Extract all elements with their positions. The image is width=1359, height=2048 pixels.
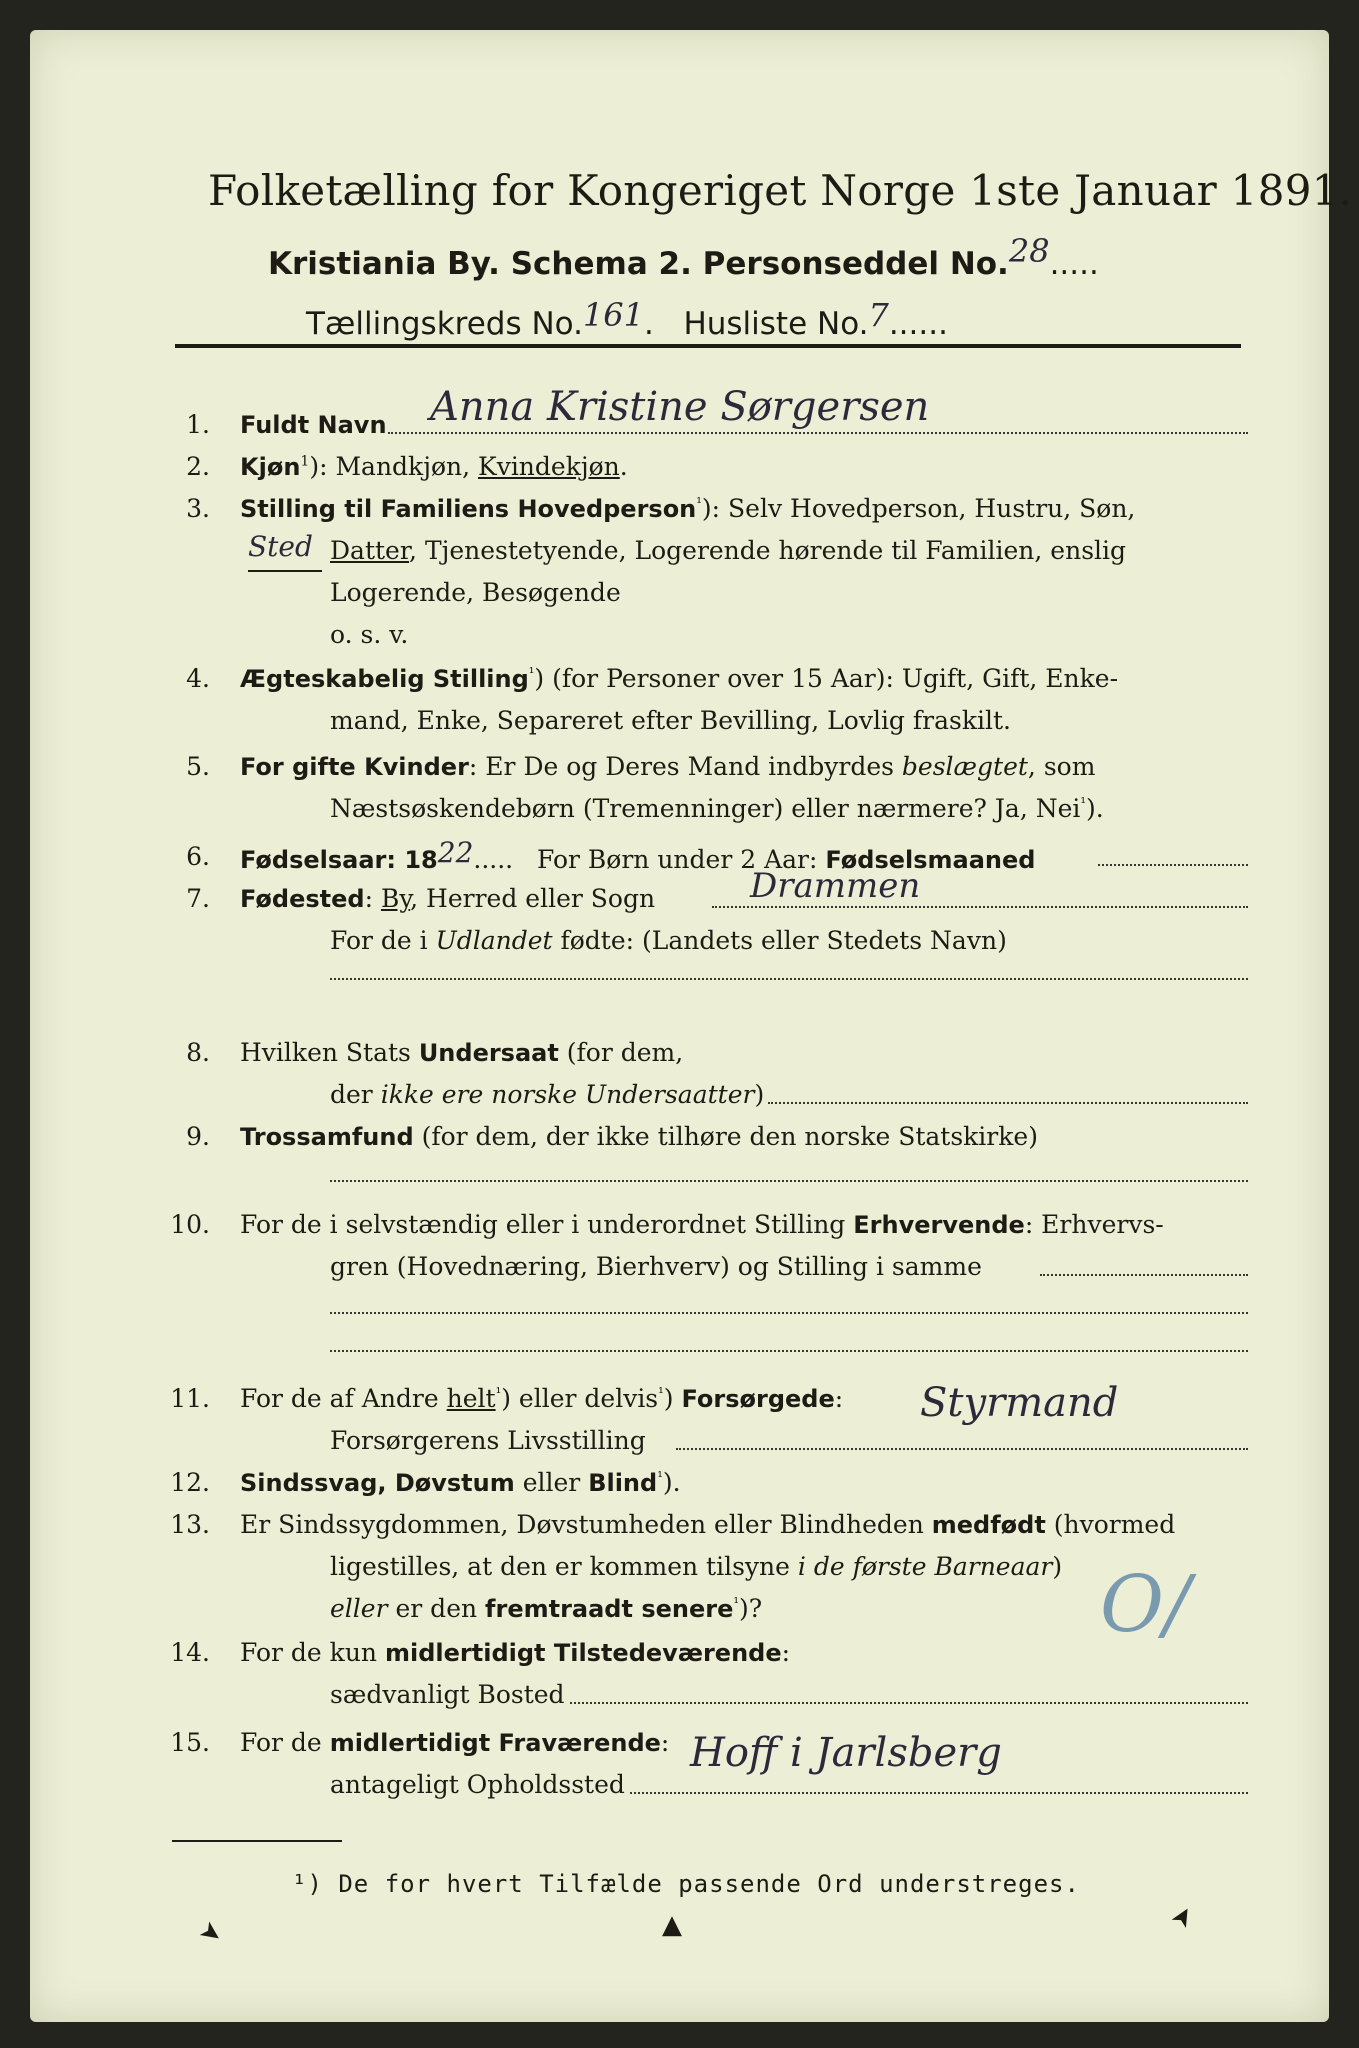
q1-label: Fuldt Navn [240, 411, 387, 439]
husliste-label: Husliste No. [683, 306, 869, 342]
q3-number: 3. [186, 494, 210, 523]
q15-line2: antageligt Opholdssted [330, 1770, 625, 1799]
form-title: Folketælling for Kongeriget Norge 1ste Januar 1891. [208, 166, 1353, 215]
q7-selected-by: By [380, 884, 411, 913]
q11-provider-answer: Styrmand [920, 1380, 1119, 1426]
q15-number: 15. [170, 1728, 210, 1757]
corner-mark-center: ▲ [662, 1910, 682, 1940]
schema-text: Kristiania By. Schema 2. Personseddel No. [268, 246, 1009, 282]
corner-mark-right: ➤ [1164, 1900, 1202, 1934]
q1-answer-name: Anna Kristine Sørgersen [430, 384, 930, 430]
q10-text: For de i selvstændig eller i underordnet Stilling Erhvervende: Erhvervs- [240, 1210, 1164, 1239]
q13-handwritten-mark: O/ [1100, 1560, 1191, 1650]
q8-text: Hvilken Stats Undersaat (for dem, [240, 1038, 684, 1067]
q7-number: 7. [186, 884, 210, 913]
q11-text: For de af Andre helt$^{^1}$) eller delvis$^{^1}$) Forsørgede: [240, 1384, 844, 1413]
q8-line2: der ikke ere norske Undersaatter) [330, 1080, 765, 1109]
q3-line2: Datter, Tjenestetyende, Logerende hørende til Familien, enslig [330, 536, 1127, 565]
q3-text: Stilling til Familiens Hovedperson$^{^1}$): Selv Hovedperson, Hustru, Søn, [240, 494, 1136, 523]
q7-text: Fødested: By, Herred eller Sogn [240, 884, 656, 913]
q11-number: 11. [170, 1384, 210, 1413]
census-form-page [30, 30, 1353, 2022]
q4-number: 4. [186, 664, 210, 693]
q2-number: 2. [186, 452, 210, 481]
q12-number: 12. [170, 1468, 210, 1497]
q11-selected-helt: helt [446, 1384, 496, 1413]
q1-number: 1. [186, 410, 210, 439]
q5-line2: Næstsøskendebørn (Tremenninger) eller nærmere? Ja, Nei$^{^1}$). [330, 794, 1104, 823]
q5-number: 5. [186, 752, 210, 781]
q3-line3: Logerende, Besøgende [330, 578, 621, 607]
schema-line: Kristiania By. Schema 2. Personseddel No.28..... [268, 232, 1099, 282]
q8-number: 8. [186, 1038, 210, 1067]
q15-absent-location-answer: Hoff i Jarlsberg [690, 1730, 1002, 1776]
q3-line4: o. s. v. [330, 620, 409, 649]
q10-number: 10. [170, 1210, 210, 1239]
q7-line2: For de i Udlandet fødte: (Landets eller Stedets Navn) [330, 926, 1007, 955]
tellingskreds-label: Tællingskreds No. [306, 306, 583, 342]
q6-number: 6. [186, 842, 210, 871]
q3-handwritten-sted: Sted [248, 530, 313, 563]
q15-text: For de midlertidigt Fraværende: [240, 1728, 670, 1757]
q6-birth-year-answer: 22 [437, 836, 474, 869]
q14-line2: sædvanligt Bosted [330, 1680, 565, 1709]
q13-text: Er Sindssygdommen, Døvstumheden eller Blindheden medfødt (hvormed [240, 1510, 1176, 1539]
q4-line2: mand, Enke, Separeret efter Bevilling, Lovlig fraskilt. [330, 706, 1011, 735]
husliste-number: 7 [868, 296, 889, 334]
q12-text: Sindssvag, Døvstum eller Blind$^{^1}$). [240, 1468, 681, 1497]
q7-birthplace-answer: Drammen [750, 866, 921, 906]
personseddel-number: 28 [1008, 232, 1050, 270]
q6-text: Fødselsaar: 1822..... For Børn under 2 Aar: Fødselsmaaned [240, 836, 1036, 874]
kreds-line: Tællingskreds No.161. Husliste No.7...... [306, 296, 948, 342]
q13-line3: eller er den fremtraadt senere$^{^1}$)? [330, 1594, 763, 1623]
q5-text: For gifte Kvinder: Er De og Deres Mand indbyrdes beslægtet, som [240, 752, 1096, 781]
q4-text: Ægteskabelig Stilling$^{^1}$) (for Personer over 15 Aar): Ugift, Gift, Enke- [240, 664, 1119, 693]
q9-number: 9. [186, 1122, 210, 1151]
q9-text: Trossamfund (for dem, der ikke tilhøre den norske Statskirke) [240, 1122, 1038, 1151]
q13-line2: ligestilles, at den er kommen tilsyne i de første Barneaar) [330, 1552, 1063, 1581]
q14-text: For de kun midlertidigt Tilstedeværende: [240, 1638, 791, 1667]
header-rule [175, 344, 1241, 348]
q13-number: 13. [170, 1510, 210, 1539]
tellingskreds-number: 161 [582, 296, 645, 334]
corner-mark-left: ➤ [193, 1914, 229, 1952]
q11-line2: Forsørgerens Livsstilling [330, 1426, 646, 1455]
footnote-rule [172, 1840, 342, 1842]
q2-text: Kjøn$^1$): Mandkjøn, Kvindekjøn. [240, 452, 628, 481]
footnote: ¹) De for hvert Tilfælde passende Ord understreges. [292, 1870, 1080, 1898]
q14-number: 14. [170, 1638, 210, 1667]
q10-line2: gren (Hovednæring, Bierhverv) og Stilling i samme [330, 1252, 982, 1281]
q3-selected-datter: Datter [330, 536, 410, 565]
q2-selected-kvindekjon: Kvindekjøn [478, 452, 620, 481]
